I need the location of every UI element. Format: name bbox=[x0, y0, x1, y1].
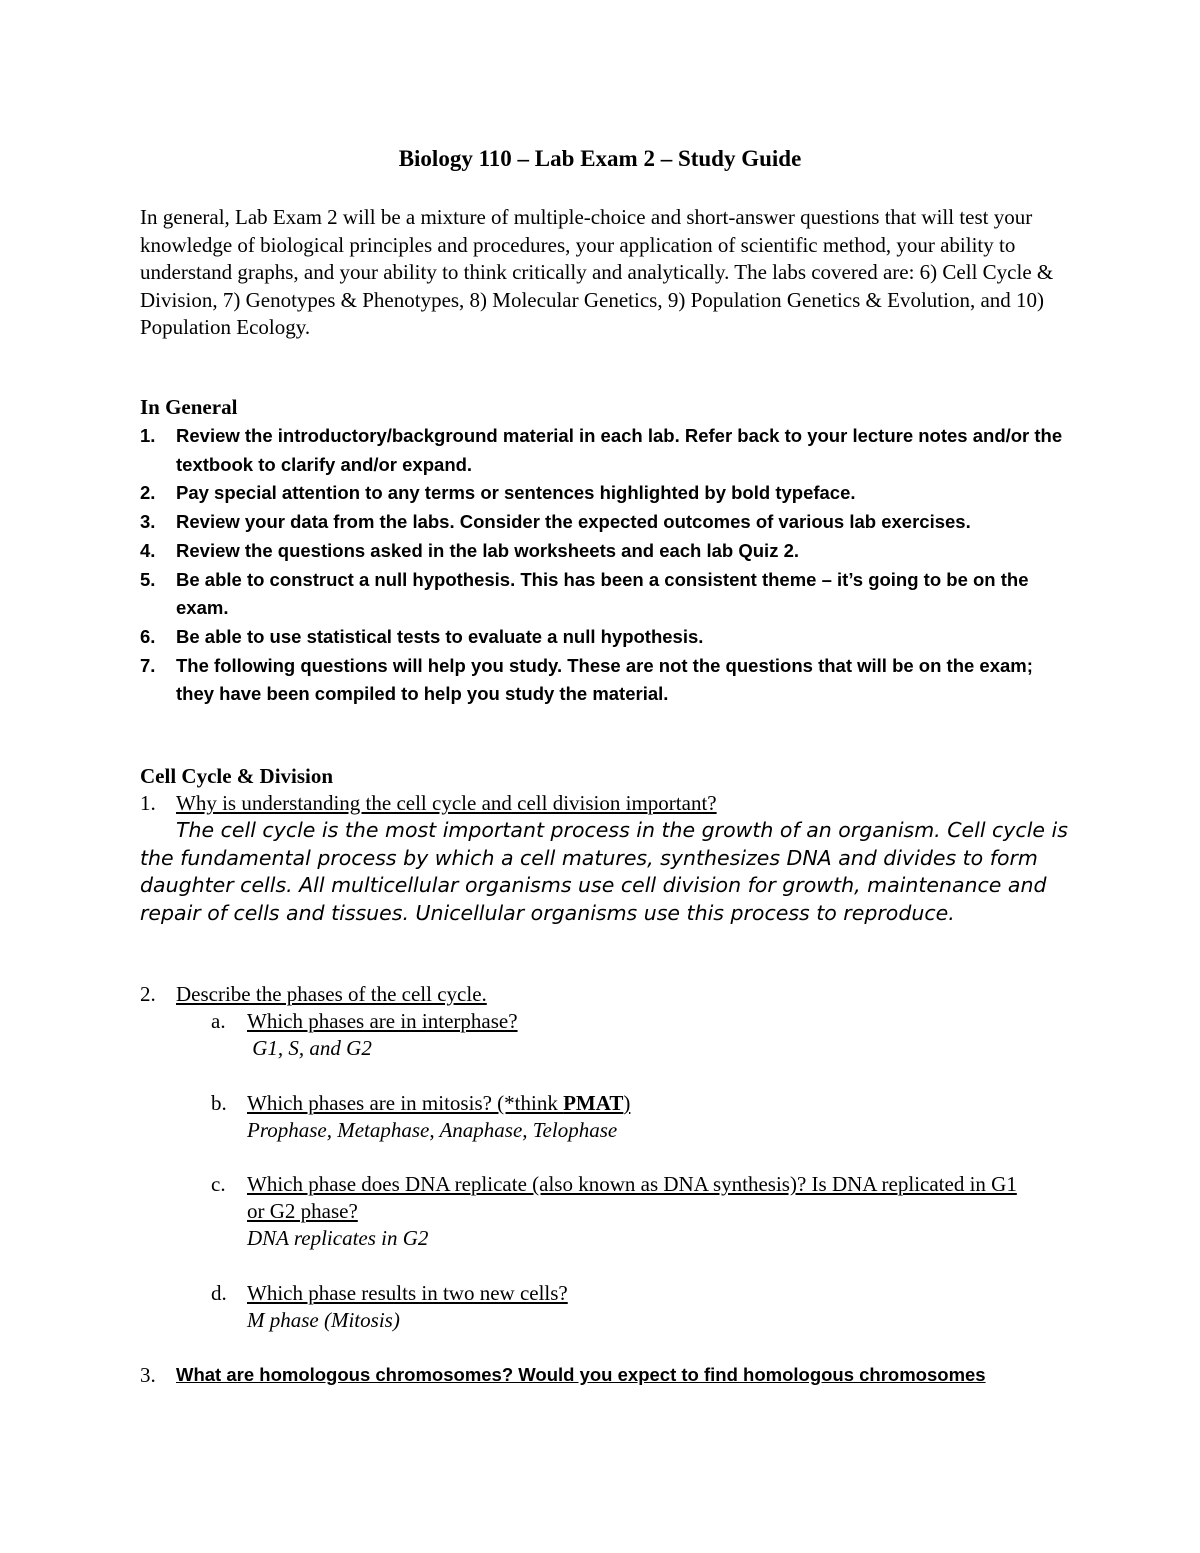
question-2a: a. Which phases are in interphase? G1, S, and G2 bbox=[211, 1008, 1071, 1062]
section-heading-in-general: In General bbox=[140, 395, 238, 419]
list-item: 3. Review your data from the labs. Consider the expected outcomes of various lab exercises. bbox=[140, 511, 971, 533]
list-item: 7. The following questions will help you study. These are not the questions that will be on the exam; they have been compiled to help you study the material. bbox=[140, 654, 1033, 705]
intro-paragraph: In general, Lab Exam 2 will be a mixture of multiple-choice and short-answer questions that will test your knowledge of biological principles and procedures, your application of scientific method, your ability to understand graphs, and your ability to think critically and analytically. The labs covered are: 6) Cell Cycle & Division, 7) Genotypes & Phenotypes, 8) Molecular Genetics, 9) Population Genetics & Evolution, and 10) Population Ecology. bbox=[140, 205, 1054, 339]
answer-1: The cell cycle is the most important process in the growth of an organism. Cell cycle is the fundamental process by which a cell matures, synthesizes DNA and divides to form daughter cells. All multicellular organisms use cell division for growth, maintenance and repair of cells and tissues. Unicellular organisms use this process to reproduce. bbox=[140, 818, 1068, 925]
document-page: Biology 110 – Lab Exam 2 – Study Guide In general, Lab Exam 2 will be a mixture of multiple-choice and short-answer questions that will test your knowledge of biological principles and procedures, your application of scientific method, your ability to understand graphs, and your ability to think critically and analytically. The labs covered are: 6) Cell Cycle & Division, 7) Genotypes & Phenotypes, 8) Molecular Genetics, 9) Population Genetics & Evolution, and 10) Population Ecology. In General 1. Review the introductory/background material in each lab. Refer back to your lecture notes and/or the textbook to clarify and/or expand. 2. Pay special attention to any terms or sentences highlighted by bold typeface. 3. Review your data from the labs. Consider the expected outcomes of various lab exercises. 4. Review the questions asked in the lab worksheets and each lab Quiz 2. 5. Be able to construct a null hypothesis. This has been a consistent theme – it’s going to be on the exam. 6. Be able to use statistical tests to evaluate a null hypothesis. 7. The following questions will help you study. These are not the questions that will be on the exam; they have been compiled to help you study the material. Cell Cycle & Division 1. Why is understanding the cell cycle and cell division important? The cell cycle is the most important process in the growth of an organism. Cell cycle is the fundamental process by which a cell matures, synthesizes DNA and divides to form daughter cells. All multicellular organisms use cell division for growth, maintenance and repair of cells and tissues. Unicellular organisms use this process to reproduce. 2. Describe the phases of the cell cycle. a. Which phases are in interphase? G1, S, and G2 b. Which phases are in mitosis? (*think PMAT) Prophase, Metaphase, Anaphase, Telophase c. Which phase does DNA replicate (also known as DNA synthesis)? Is DNA replicated in G1 or G2 phase? DNA replicates in G2 d. Which phase results in two new cells? M phase (Mitosis) 3. What are homologous chromosomes? Would you expect to find homologous chromosomes bbox=[0, 0, 1200, 1553]
answer-2b: Prophase, Metaphase, Anaphase, Telophase bbox=[247, 1118, 618, 1142]
section-heading-cell-cycle: Cell Cycle & Division bbox=[140, 764, 334, 788]
list-item: 4. Review the questions asked in the lab worksheets and each lab Quiz 2. bbox=[140, 539, 800, 561]
answer-2a: G1, S, and G2 bbox=[247, 1036, 372, 1060]
list-item: 5. Be able to construct a null hypothesis. This has been a consistent theme – it’s going to be on the exam. bbox=[140, 568, 1029, 619]
question-2b: b. Which phases are in mitosis? (*think PMAT) Prophase, Metaphase, Anaphase, Telophase bbox=[211, 1090, 1071, 1144]
list-item: 1. Review the introductory/background material in each lab. Refer back to your lecture notes and/or the textbook to clarify and/or expand. bbox=[140, 425, 1063, 475]
list-item: 6. Be able to use statistical tests to evaluate a null hypothesis. bbox=[140, 625, 704, 647]
answer-2d: M phase (Mitosis) bbox=[247, 1308, 400, 1332]
list-item: 2. Pay special attention to any terms or sentences highlighted by bold typeface. bbox=[140, 482, 856, 504]
question-2c: c. Which phase does DNA replicate (also known as DNA synthesis)? Is DNA replicated in G1 or G2 phase? DNA replicates in G2 bbox=[211, 1171, 1031, 1252]
page-title: Biology 110 – Lab Exam 2 – Study Guide bbox=[398, 146, 802, 171]
in-general-list bbox=[140, 422, 1070, 709]
answer-2c: DNA replicates in G2 bbox=[247, 1226, 429, 1250]
question-2d: d. Which phase results in two new cells? M phase (Mitosis) bbox=[211, 1280, 1071, 1334]
